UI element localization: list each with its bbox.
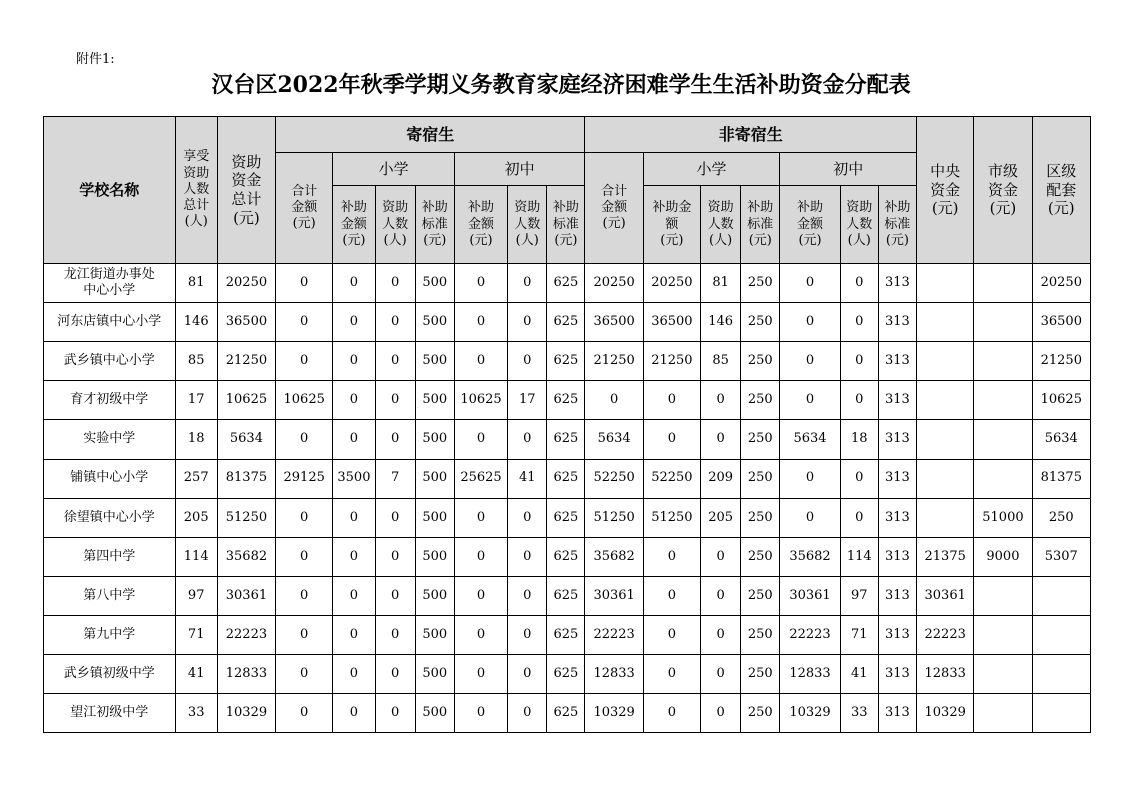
table-cell: 0 [508, 693, 547, 732]
table-cell: 250 [741, 381, 780, 420]
table-cell: 35682 [585, 537, 643, 576]
table-cell: 625 [547, 420, 585, 459]
table-cell: 257 [175, 459, 217, 498]
table-cell: 0 [276, 264, 333, 303]
table-cell: 146 [701, 303, 741, 342]
table-cell [974, 459, 1032, 498]
table-cell: 17 [175, 381, 217, 420]
table-cell: 250 [741, 459, 780, 498]
table-cell: 500 [415, 693, 454, 732]
table-row [44, 654, 1091, 693]
table-cell [917, 381, 974, 420]
table-cell: 5634 [217, 420, 275, 459]
table-cell: 0 [508, 537, 547, 576]
table-cell: 17 [508, 381, 547, 420]
table-cell: 114 [840, 537, 878, 576]
table-cell: 21250 [1032, 342, 1090, 381]
table-cell: 0 [643, 537, 700, 576]
table-cell: 625 [547, 381, 585, 420]
table-cell: 0 [375, 498, 415, 537]
table-cell: 500 [415, 576, 454, 615]
table-cell: 0 [375, 381, 415, 420]
header-np-persons: 资助 人数 (人) [701, 186, 741, 264]
header-funds-total: 资助 资金 总计 (元) [217, 117, 275, 264]
table-cell: 0 [276, 303, 333, 342]
table-cell: 97 [175, 576, 217, 615]
header-non-boarding-sum: 合计 金额 (元) [585, 153, 643, 264]
table-cell: 51250 [585, 498, 643, 537]
table-cell: 10329 [917, 693, 974, 732]
table-cell [917, 342, 974, 381]
table-cell [974, 420, 1032, 459]
table-cell: 0 [454, 654, 507, 693]
table-cell: 250 [741, 654, 780, 693]
table-cell: 250 [741, 615, 780, 654]
table-cell [974, 615, 1032, 654]
table-cell: 36500 [585, 303, 643, 342]
table-cell: 21250 [643, 342, 700, 381]
table-cell [917, 459, 974, 498]
table-cell: 625 [547, 693, 585, 732]
table-cell: 0 [585, 381, 643, 420]
table-cell: 21375 [917, 537, 974, 576]
table-cell: 0 [840, 264, 878, 303]
table-cell: 12833 [217, 654, 275, 693]
table-cell: 625 [547, 498, 585, 537]
table-cell: 10329 [585, 693, 643, 732]
table-cell: 0 [508, 654, 547, 693]
school-name-cell: 龙江街道办事处 中心小学 [44, 264, 176, 303]
table-cell: 18 [840, 420, 878, 459]
table-cell: 0 [454, 303, 507, 342]
table-cell: 0 [454, 498, 507, 537]
table-cell: 0 [375, 537, 415, 576]
table-cell: 35682 [217, 537, 275, 576]
school-name-cell: 河东店镇中心小学 [44, 303, 176, 342]
header-bj-standard: 补助 标准 (元) [547, 186, 585, 264]
table-row [44, 459, 1091, 498]
school-name-cell: 武乡镇初级中学 [44, 654, 176, 693]
table-cell: 81 [701, 264, 741, 303]
table-cell: 0 [276, 537, 333, 576]
table-cell: 71 [840, 615, 878, 654]
table-cell: 0 [454, 537, 507, 576]
table-cell [1032, 576, 1090, 615]
table-cell: 30361 [917, 576, 974, 615]
table-cell [974, 654, 1032, 693]
table-cell: 0 [701, 537, 741, 576]
table-cell: 36500 [643, 303, 700, 342]
header-boarding: 寄宿生 [276, 117, 585, 153]
table-cell [974, 342, 1032, 381]
table-cell [917, 420, 974, 459]
table-cell: 22223 [217, 615, 275, 654]
table-cell: 313 [878, 654, 916, 693]
table-cell [974, 693, 1032, 732]
table-cell: 10625 [454, 381, 507, 420]
table-cell: 313 [878, 693, 916, 732]
table-cell: 41 [508, 459, 547, 498]
table-cell: 250 [741, 420, 780, 459]
table-cell: 21250 [217, 342, 275, 381]
table-cell: 7 [375, 459, 415, 498]
table-cell: 0 [454, 420, 507, 459]
table-cell: 0 [701, 420, 741, 459]
table-cell: 0 [276, 615, 333, 654]
header-school-name: 学校名称 [44, 117, 176, 264]
table-cell: 313 [878, 459, 916, 498]
table-cell: 0 [643, 420, 700, 459]
table-cell: 500 [415, 498, 454, 537]
table-cell: 313 [878, 537, 916, 576]
table-cell: 33 [175, 693, 217, 732]
table-cell: 0 [276, 693, 333, 732]
table-row [44, 303, 1091, 342]
table-cell: 250 [741, 303, 780, 342]
table-cell: 500 [415, 615, 454, 654]
table-cell: 0 [375, 264, 415, 303]
table-cell: 313 [878, 420, 916, 459]
table-row [44, 576, 1091, 615]
table-cell: 5634 [1032, 420, 1090, 459]
header-bp-amount: 补助 金额 (元) [333, 186, 375, 264]
table-cell: 0 [780, 498, 840, 537]
table-cell: 313 [878, 381, 916, 420]
table-cell: 0 [508, 264, 547, 303]
table-cell: 97 [840, 576, 878, 615]
table-cell: 313 [878, 498, 916, 537]
table-cell: 625 [547, 615, 585, 654]
header-non-boarding-junior: 初中 [780, 153, 917, 186]
table-cell: 0 [454, 693, 507, 732]
table-cell: 0 [454, 342, 507, 381]
header-bj-amount: 补助 金额 (元) [454, 186, 507, 264]
table-cell [1032, 615, 1090, 654]
table-cell: 35682 [780, 537, 840, 576]
table-row [44, 342, 1091, 381]
header-non-boarding: 非寄宿生 [585, 117, 917, 153]
table-cell: 30361 [585, 576, 643, 615]
table-cell [917, 303, 974, 342]
table-cell: 0 [375, 303, 415, 342]
table-cell: 500 [415, 654, 454, 693]
table-cell: 0 [375, 420, 415, 459]
table-cell: 5634 [585, 420, 643, 459]
table-cell: 85 [175, 342, 217, 381]
table-cell: 0 [333, 342, 375, 381]
school-name-cell: 武乡镇中心小学 [44, 342, 176, 381]
table-cell: 500 [415, 381, 454, 420]
table-cell: 146 [175, 303, 217, 342]
table-cell: 0 [333, 537, 375, 576]
table-cell: 0 [333, 420, 375, 459]
attachment-label: 附件1: [76, 52, 115, 67]
table-cell: 0 [375, 654, 415, 693]
header-np-standard: 补助 标准 (元) [741, 186, 780, 264]
school-name-cell: 铺镇中心小学 [44, 459, 176, 498]
table-cell: 0 [701, 576, 741, 615]
table-cell: 0 [701, 654, 741, 693]
header-bp-persons: 资助 人数 (人) [375, 186, 415, 264]
table-cell: 5307 [1032, 537, 1090, 576]
table-cell: 0 [333, 264, 375, 303]
table-cell: 0 [701, 381, 741, 420]
table-cell: 0 [643, 381, 700, 420]
table-cell: 313 [878, 576, 916, 615]
table-cell: 625 [547, 342, 585, 381]
table-cell: 0 [780, 264, 840, 303]
table-cell: 0 [333, 303, 375, 342]
header-nj-persons: 资助 人数 (人) [840, 186, 878, 264]
table-cell: 0 [840, 498, 878, 537]
table-cell: 313 [878, 342, 916, 381]
table-cell: 313 [878, 264, 916, 303]
table-cell: 0 [508, 498, 547, 537]
table-cell: 10625 [217, 381, 275, 420]
header-boarding-sum: 合计 金额 (元) [276, 153, 333, 264]
table-cell: 0 [508, 342, 547, 381]
table-row [44, 420, 1091, 459]
table-cell: 52250 [585, 459, 643, 498]
table-cell [974, 576, 1032, 615]
table-cell: 0 [375, 576, 415, 615]
table-cell [917, 264, 974, 303]
table-row [44, 264, 1091, 303]
table-cell: 250 [741, 264, 780, 303]
header-district-funds: 区级 配套 (元) [1032, 117, 1090, 264]
table-cell: 625 [547, 537, 585, 576]
table-body [44, 264, 1091, 733]
table-cell: 205 [701, 498, 741, 537]
table-row [44, 537, 1091, 576]
table-cell: 51000 [974, 498, 1032, 537]
table-cell: 29125 [276, 459, 333, 498]
table-cell [974, 381, 1032, 420]
table-cell: 250 [741, 576, 780, 615]
page-title: 汉台区2022年秋季学期义务教育家庭经济困难学生生活补助资金分配表 [211, 72, 911, 98]
table-cell: 625 [547, 303, 585, 342]
table-cell: 10625 [1032, 381, 1090, 420]
table-cell: 0 [375, 693, 415, 732]
table-cell: 0 [276, 342, 333, 381]
table-cell: 0 [276, 498, 333, 537]
table-cell: 0 [840, 459, 878, 498]
table-cell: 250 [741, 342, 780, 381]
table-cell: 0 [276, 576, 333, 615]
table-cell: 114 [175, 537, 217, 576]
table-cell: 0 [643, 615, 700, 654]
table-cell: 0 [454, 576, 507, 615]
table-cell: 0 [333, 498, 375, 537]
table-cell: 0 [375, 615, 415, 654]
table-cell: 81375 [217, 459, 275, 498]
table-cell: 85 [701, 342, 741, 381]
table-cell: 313 [878, 615, 916, 654]
table-cell: 0 [840, 303, 878, 342]
table-cell: 41 [840, 654, 878, 693]
header-boarding-junior: 初中 [454, 153, 585, 186]
header-central-funds: 中央 资金 (元) [917, 117, 974, 264]
table-cell: 9000 [974, 537, 1032, 576]
table-row [44, 498, 1091, 537]
header-non-boarding-primary: 小学 [643, 153, 780, 186]
table-cell: 30361 [217, 576, 275, 615]
table-cell: 0 [454, 615, 507, 654]
table-cell: 12833 [780, 654, 840, 693]
table-cell: 0 [375, 342, 415, 381]
table-cell: 10625 [276, 381, 333, 420]
table-cell: 20250 [643, 264, 700, 303]
header-np-amount: 补助金 额 (元) [643, 186, 700, 264]
table-cell: 625 [547, 654, 585, 693]
table-cell: 0 [780, 381, 840, 420]
table-cell: 500 [415, 342, 454, 381]
table-cell: 500 [415, 420, 454, 459]
table-cell: 21250 [585, 342, 643, 381]
table-cell: 0 [333, 576, 375, 615]
header-nj-standard: 补助 标准 (元) [878, 186, 916, 264]
table-cell: 0 [780, 459, 840, 498]
table-cell: 250 [1032, 498, 1090, 537]
school-name-cell: 第八中学 [44, 576, 176, 615]
table-cell: 10329 [217, 693, 275, 732]
table-cell: 625 [547, 459, 585, 498]
table-cell: 36500 [1032, 303, 1090, 342]
table-cell: 71 [175, 615, 217, 654]
table-cell: 500 [415, 264, 454, 303]
table-cell: 0 [508, 303, 547, 342]
table-cell: 0 [780, 303, 840, 342]
table-cell: 51250 [643, 498, 700, 537]
table-row [44, 381, 1091, 420]
table-cell: 0 [333, 381, 375, 420]
table-cell: 0 [454, 264, 507, 303]
table-cell: 0 [508, 576, 547, 615]
table-cell: 33 [840, 693, 878, 732]
header-city-funds: 市级 资金 (元) [974, 117, 1032, 264]
table-cell: 12833 [917, 654, 974, 693]
table-cell: 20250 [585, 264, 643, 303]
table-cell: 500 [415, 537, 454, 576]
table-cell: 0 [276, 654, 333, 693]
table-cell: 0 [840, 381, 878, 420]
table-cell: 313 [878, 303, 916, 342]
table-cell: 36500 [217, 303, 275, 342]
table-cell: 30361 [780, 576, 840, 615]
table-cell: 18 [175, 420, 217, 459]
school-name-cell: 望江初级中学 [44, 693, 176, 732]
table-cell [1032, 654, 1090, 693]
table-cell: 22223 [585, 615, 643, 654]
table-cell: 12833 [585, 654, 643, 693]
table-cell: 51250 [217, 498, 275, 537]
table-cell: 22223 [780, 615, 840, 654]
allocation-table [43, 116, 1091, 733]
header-boarding-primary: 小学 [333, 153, 455, 186]
table-cell: 0 [643, 576, 700, 615]
table-cell: 0 [643, 654, 700, 693]
header-nj-amount: 补助 金额 (元) [780, 186, 840, 264]
table-cell: 0 [333, 654, 375, 693]
table-cell: 250 [741, 537, 780, 576]
table-cell: 625 [547, 264, 585, 303]
table-cell: 625 [547, 576, 585, 615]
header-bp-standard: 补助 标准 (元) [415, 186, 454, 264]
table-cell [974, 264, 1032, 303]
table-cell: 20250 [1032, 264, 1090, 303]
table-cell: 41 [175, 654, 217, 693]
table-cell: 0 [701, 693, 741, 732]
table-cell: 0 [276, 420, 333, 459]
table-cell: 22223 [917, 615, 974, 654]
header-bj-persons: 资助 人数 (人) [508, 186, 547, 264]
table-cell: 5634 [780, 420, 840, 459]
table-cell: 52250 [643, 459, 700, 498]
table-cell: 250 [741, 498, 780, 537]
table-row [44, 615, 1091, 654]
table-cell [1032, 693, 1090, 732]
table-cell: 209 [701, 459, 741, 498]
school-name-cell: 第九中学 [44, 615, 176, 654]
table-cell: 0 [508, 420, 547, 459]
table-cell: 0 [780, 342, 840, 381]
table-cell: 500 [415, 459, 454, 498]
table-cell: 81375 [1032, 459, 1090, 498]
table-cell: 81 [175, 264, 217, 303]
table-cell: 25625 [454, 459, 507, 498]
table-cell: 0 [701, 615, 741, 654]
school-name-cell: 徐望镇中心小学 [44, 498, 176, 537]
table-cell: 500 [415, 303, 454, 342]
table-cell: 205 [175, 498, 217, 537]
table-cell: 0 [333, 693, 375, 732]
table-cell: 10329 [780, 693, 840, 732]
table-cell: 3500 [333, 459, 375, 498]
school-name-cell: 第四中学 [44, 537, 176, 576]
header-persons-total: 享受 资助 人数 总计 (人) [175, 117, 217, 264]
school-name-cell: 实验中学 [44, 420, 176, 459]
school-name-cell: 育才初级中学 [44, 381, 176, 420]
table-cell: 0 [643, 693, 700, 732]
table-cell: 250 [741, 693, 780, 732]
table-cell: 20250 [217, 264, 275, 303]
table-cell: 0 [508, 615, 547, 654]
table-cell [917, 498, 974, 537]
table-cell: 0 [333, 615, 375, 654]
table-cell: 0 [840, 342, 878, 381]
table-row [44, 693, 1091, 732]
table-cell [974, 303, 1032, 342]
